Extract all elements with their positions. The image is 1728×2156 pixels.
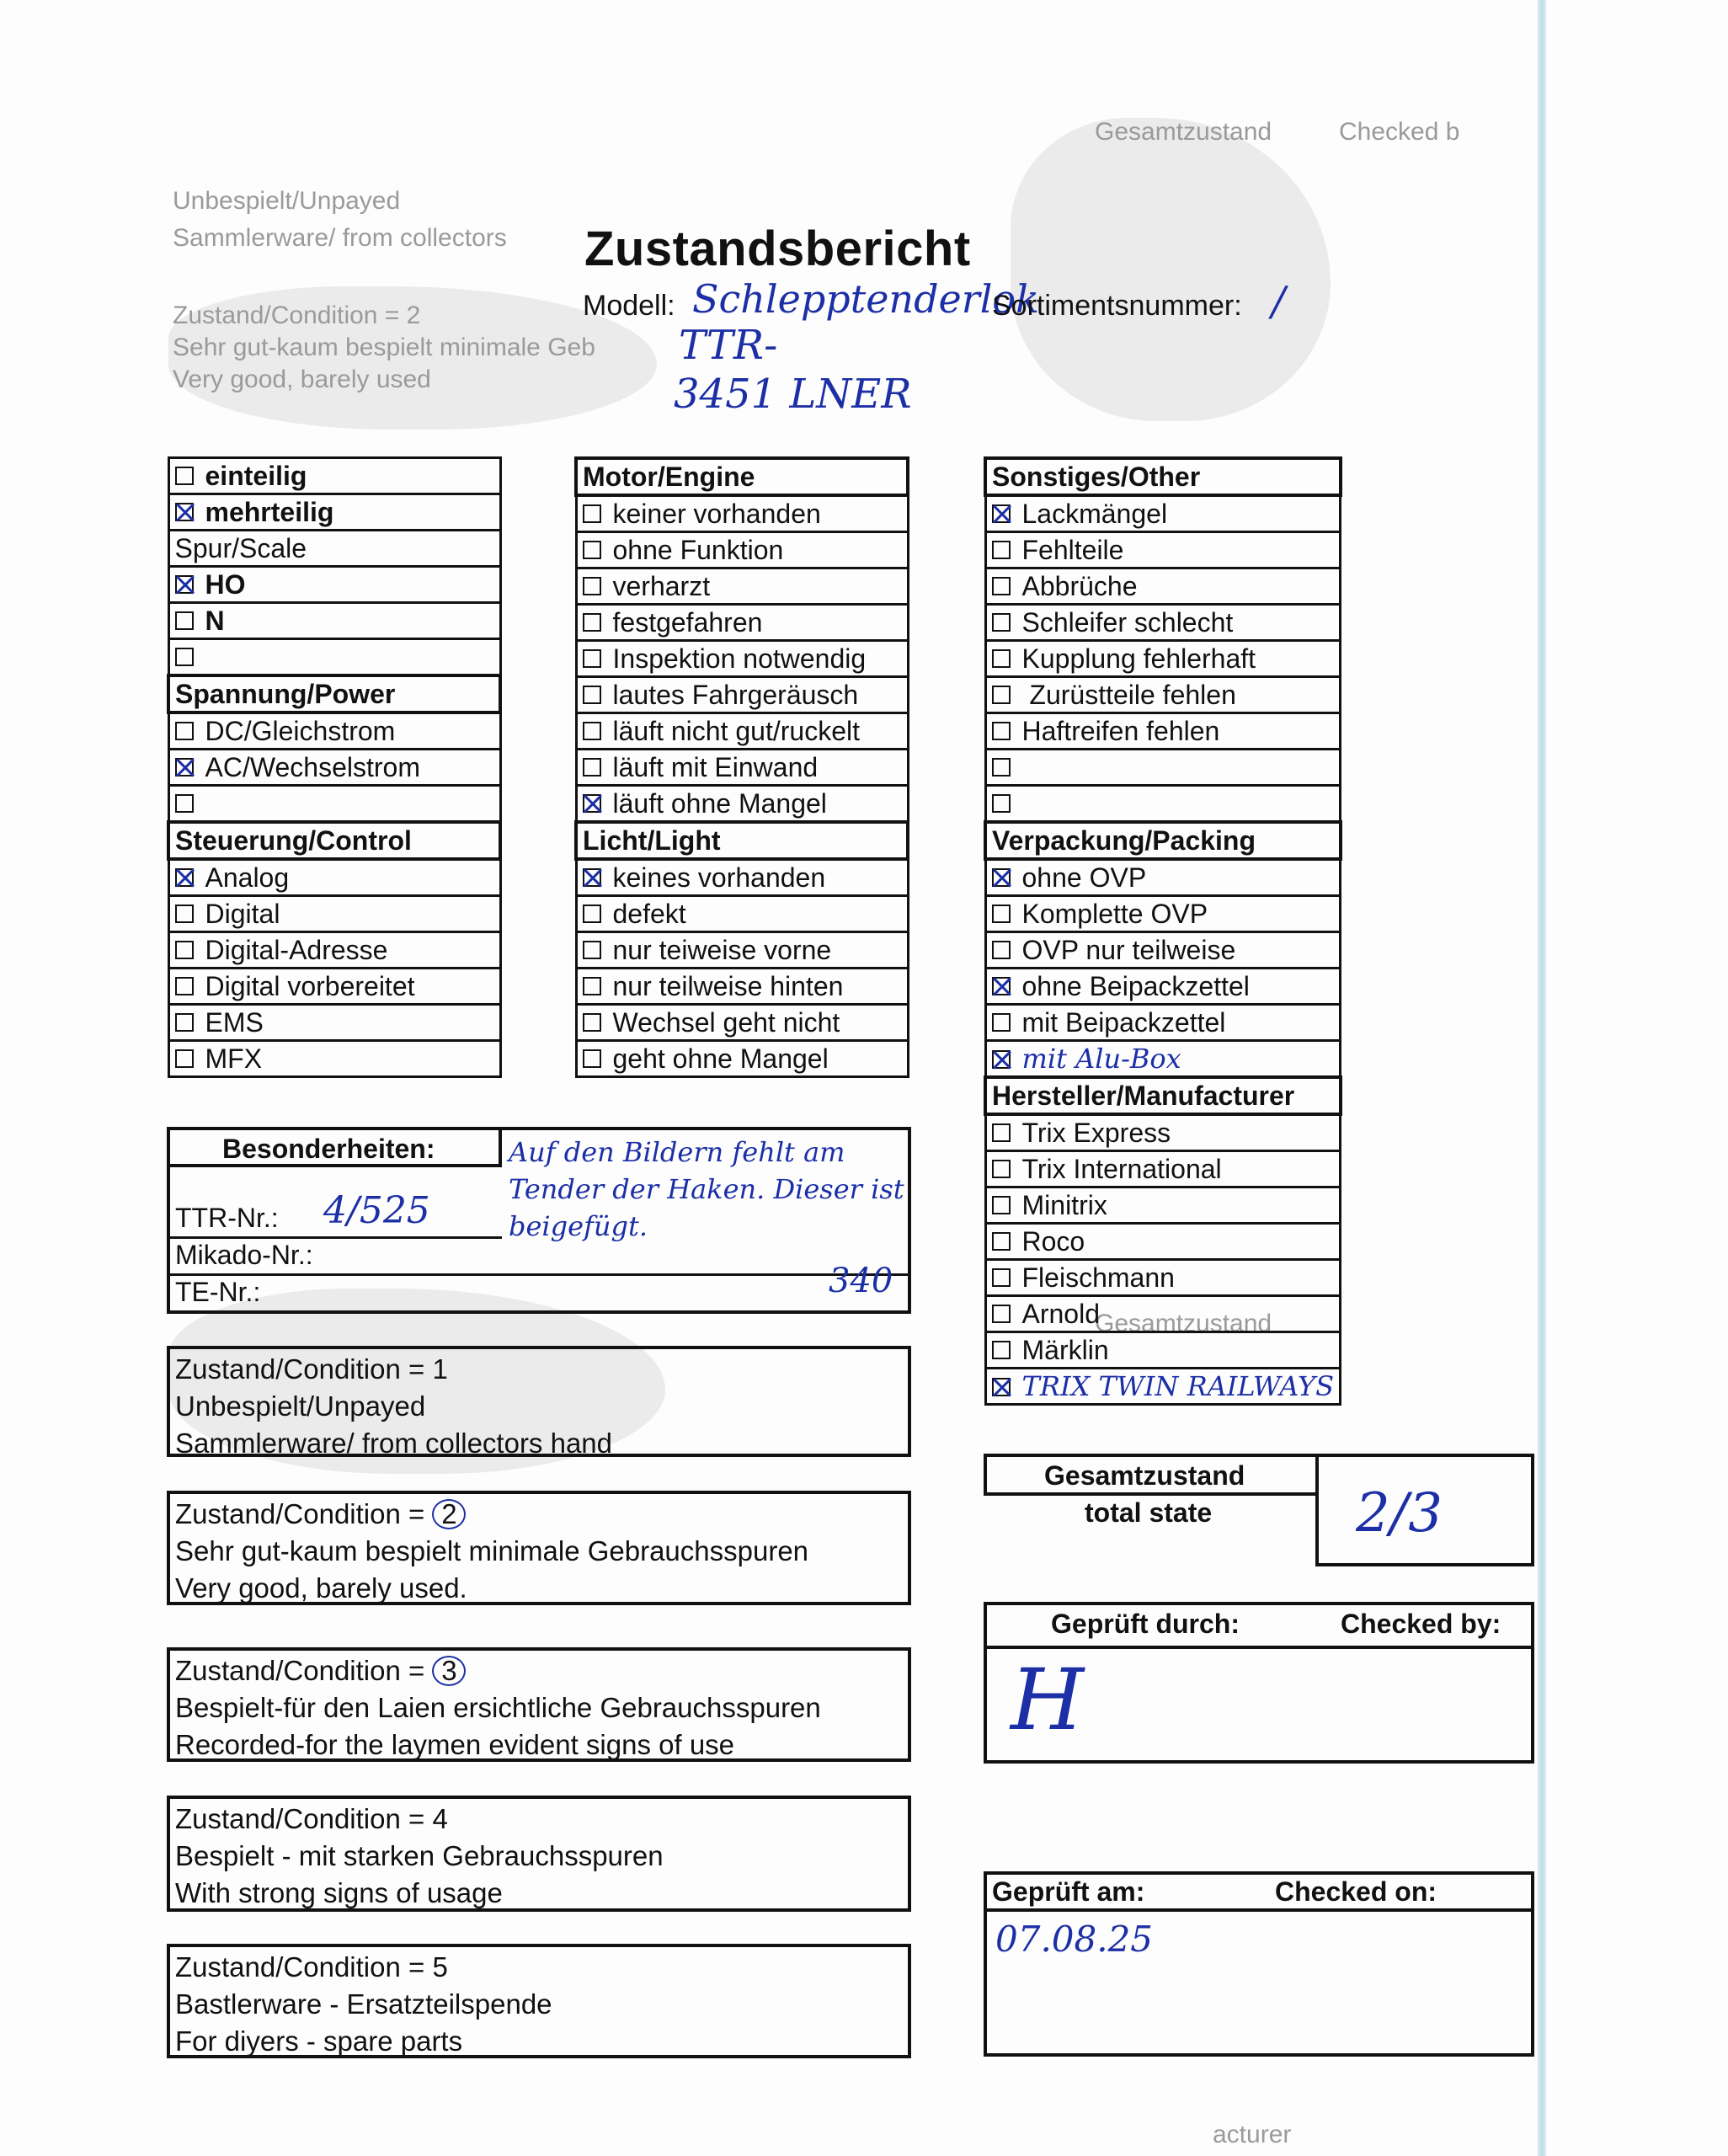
cb-schleifer[interactable]: Schleifer schlecht xyxy=(985,605,1341,641)
checked-by-label-de: Geprüft durch: xyxy=(1051,1609,1240,1639)
cb-abbrueche[interactable]: Abbrüche xyxy=(985,568,1341,605)
cb-laeuft-nicht-gut[interactable]: läuft nicht gut/ruckelt xyxy=(576,713,908,750)
modell-label: Modell: xyxy=(583,290,675,322)
condition-5-box[interactable] xyxy=(167,1944,911,2058)
cb-ohne-funktion[interactable]: ohne Funktion xyxy=(576,532,908,568)
condition-1-box[interactable] xyxy=(167,1346,911,1457)
checkbox-icon[interactable] xyxy=(992,1013,1011,1032)
condition-2-title: Zustand/Condition = 2 xyxy=(175,1496,903,1533)
checkbox-icon[interactable] xyxy=(175,611,194,630)
condition-2-box[interactable] xyxy=(167,1491,911,1605)
cb-teilweise-hinten[interactable]: nur teilweise hinten xyxy=(576,969,908,1005)
condition-3-box[interactable] xyxy=(167,1647,911,1762)
condition-3-line2: Bespielt-für den Laien ersichtliche Gebrauchsspuren xyxy=(175,1692,821,1723)
cb-digital[interactable]: Digital xyxy=(168,896,500,932)
checkbox-icon[interactable] xyxy=(992,577,1011,595)
cb-geht-ohne-mangel[interactable]: geht ohne Mangel xyxy=(576,1041,908,1077)
checkbox-checked-icon[interactable] xyxy=(583,794,601,813)
ghost-text: Sammlerware/ from collectors xyxy=(173,224,507,252)
checked-on-label-en: Checked on: xyxy=(1275,1876,1437,1907)
checkbox-checked-icon[interactable] xyxy=(175,503,194,521)
cb-laeuft-mit-einwand[interactable]: läuft mit Einwand xyxy=(576,750,908,786)
checkbox-icon[interactable] xyxy=(175,977,194,995)
cb-blank[interactable] xyxy=(985,786,1341,823)
cb-lautes-fahrgeraeusch[interactable]: lautes Fahrgeräusch xyxy=(576,677,908,713)
ghost-text: Unbespielt/Unpayed xyxy=(173,187,401,215)
cb-alu-box[interactable]: mit Alu-Box xyxy=(985,1041,1341,1078)
condition-1-title: Zustand/Condition = 1 xyxy=(175,1353,448,1385)
condition-1-line3: Sammlerware/ from collectors hand xyxy=(175,1428,613,1459)
cb-komplette-ovp[interactable]: Komplette OVP xyxy=(985,896,1341,932)
cb-teilweise-vorne[interactable]: nur teiweise vorne xyxy=(576,932,908,969)
cb-minitrix[interactable]: Minitrix xyxy=(985,1187,1341,1224)
cb-digital-vorbereitet[interactable]: Digital vorbereitet xyxy=(168,969,500,1005)
checked-on-label-de: Geprüft am: xyxy=(992,1876,1145,1907)
ttr-underline xyxy=(167,1236,502,1239)
section-spannung: Spannung/Power xyxy=(168,675,500,712)
cb-maerklin[interactable]: Märklin xyxy=(985,1332,1341,1369)
modell-value-line1: Schlepptenderlok xyxy=(692,276,1040,322)
condition-3-line3: Recorded-for the laymen evident signs of use xyxy=(175,1729,735,1760)
cb-lackmaengel[interactable]: Lackmängel xyxy=(985,495,1341,532)
gesamt-label-1: Gesamtzustand xyxy=(1044,1460,1245,1491)
checkbox-icon[interactable] xyxy=(992,1123,1011,1142)
checkbox-checked-icon[interactable] xyxy=(992,1378,1011,1396)
ttr-value: 4/525 xyxy=(323,1189,430,1232)
cb-verharzt[interactable]: verharzt xyxy=(576,568,908,605)
checkbox-checked-icon[interactable] xyxy=(992,1050,1011,1069)
document-title: Zustandsbericht xyxy=(584,221,971,276)
cb-fehlteile[interactable]: Fehlteile xyxy=(985,532,1341,568)
checkbox-icon[interactable] xyxy=(992,794,1011,813)
cb-trix-twin[interactable]: TRIX TWIN RAILWAYS xyxy=(985,1369,1341,1405)
ghost-text: Zustand/Condition = 2 xyxy=(173,302,421,329)
scan-edge-line xyxy=(1538,0,1546,2156)
condition-4-title: Zustand/Condition = 4 xyxy=(175,1803,448,1834)
checkbox-icon[interactable] xyxy=(992,613,1011,632)
te-value: 340 xyxy=(829,1262,893,1300)
cb-keines-vorhanden[interactable]: keines vorhanden xyxy=(576,859,908,896)
section-licht: Licht/Light xyxy=(576,822,908,859)
besonderheiten-title: Besonderheiten: xyxy=(222,1134,435,1164)
col2-table xyxy=(574,456,909,1078)
cb-digital-adresse[interactable]: Digital-Adresse xyxy=(168,932,500,969)
circled-number: 2 xyxy=(432,1499,466,1529)
cb-ac[interactable]: AC/Wechselstrom xyxy=(168,750,500,786)
checkbox-icon[interactable] xyxy=(992,1341,1011,1359)
cb-arnold[interactable]: Arnold xyxy=(985,1296,1341,1332)
ghost-text: Gesamtzustand xyxy=(1095,1310,1272,1337)
ghost-text: Sehr gut-kaum bespielt minimale Geb xyxy=(173,334,595,361)
checkbox-icon[interactable] xyxy=(992,722,1011,740)
checkbox-icon[interactable] xyxy=(583,1049,601,1068)
checkbox-icon[interactable] xyxy=(583,686,601,704)
checkbox-icon[interactable] xyxy=(175,794,194,813)
checked-on-date: 07.08.25 xyxy=(995,1919,1154,1960)
checked-by-label-en: Checked by: xyxy=(1341,1609,1501,1639)
section-sonstiges: Sonstiges/Other xyxy=(985,458,1341,495)
section-verpackung: Verpackung/Packing xyxy=(985,822,1341,859)
checkbox-icon[interactable] xyxy=(583,649,601,668)
checkbox-icon[interactable] xyxy=(175,648,194,666)
condition-5-line2: Bastlerware - Ersatzteilspende xyxy=(175,1988,552,2020)
cb-roco[interactable]: Roco xyxy=(985,1224,1341,1260)
cb-festgefahren[interactable]: festgefahren xyxy=(576,605,908,641)
checkbox-checked-icon[interactable] xyxy=(992,868,1011,887)
cb-ho[interactable]: HO xyxy=(168,567,500,603)
cb-ovp-teilweise[interactable]: OVP nur teilweise xyxy=(985,932,1341,969)
checkbox-checked-icon[interactable] xyxy=(992,504,1011,523)
condition-2-line2: Sehr gut-kaum bespielt minimale Gebrauchsspuren xyxy=(175,1535,809,1566)
checkbox-icon[interactable] xyxy=(583,504,601,523)
cb-defekt[interactable]: defekt xyxy=(576,896,908,932)
checkbox-icon[interactable] xyxy=(583,941,601,959)
checkbox-checked-icon[interactable] xyxy=(175,758,194,776)
checkbox-icon[interactable] xyxy=(583,905,601,923)
checkbox-checked-icon[interactable] xyxy=(583,868,601,887)
cb-analog[interactable]: Analog xyxy=(168,859,500,896)
checkbox-checked-icon[interactable] xyxy=(175,868,194,887)
condition-4-box[interactable] xyxy=(167,1796,911,1912)
checkbox-icon[interactable] xyxy=(175,941,194,959)
besonderheiten-note: Auf den Bildern fehlt am Tender der Haken. Dieser ist beigefügt. xyxy=(509,1136,904,1242)
checkbox-icon[interactable] xyxy=(992,1196,1011,1214)
condition-2-line3: Very good, barely used. xyxy=(175,1572,467,1604)
gesamt-label-2: total state xyxy=(1085,1497,1213,1528)
cb-trix-international[interactable]: Trix International xyxy=(985,1151,1341,1187)
cb-haftreifen[interactable]: Haftreifen fehlen xyxy=(985,713,1341,750)
bleed-through-right xyxy=(1011,118,1331,421)
cb-laeuft-ohne-mangel[interactable]: läuft ohne Mangel xyxy=(576,786,908,823)
sortiment-value: / xyxy=(1272,278,1286,325)
checkbox-icon[interactable] xyxy=(992,1268,1011,1287)
te-label: TE-Nr.: xyxy=(175,1277,261,1307)
checkbox-icon[interactable] xyxy=(175,1013,194,1032)
ghost-text: Checked b xyxy=(1339,118,1460,146)
modell-value-line2: TTR- xyxy=(679,322,778,369)
checked-on-divider xyxy=(984,1908,1534,1912)
cb-kupplung[interactable]: Kupplung fehlerhaft xyxy=(985,641,1341,677)
condition-4-line3: With strong signs of usage xyxy=(175,1877,503,1908)
condition-1-line2: Unbespielt/Unpayed xyxy=(175,1390,426,1422)
mikado-label: Mikado-Nr.: xyxy=(175,1240,313,1270)
ttr-label: TTR-Nr.: xyxy=(175,1203,279,1233)
checkbox-checked-icon[interactable] xyxy=(992,977,1011,995)
section-spur: Spur/Scale xyxy=(168,531,500,567)
cb-mit-beipackzettel[interactable]: mit Beipackzettel xyxy=(985,1005,1341,1041)
checkbox-icon[interactable] xyxy=(992,686,1011,704)
checkbox-icon[interactable] xyxy=(175,722,194,740)
cb-fleischmann[interactable]: Fleischmann xyxy=(985,1260,1341,1296)
col1-table xyxy=(167,456,502,1078)
cb-keiner-vorhanden[interactable]: keiner vorhanden xyxy=(576,495,908,532)
checkbox-icon[interactable] xyxy=(583,541,601,559)
condition-5-line3: For diyers - spare parts xyxy=(175,2025,463,2057)
condition-3-title: Zustand/Condition = 3 xyxy=(175,1652,903,1689)
cb-mehrteilig[interactable]: mehrteilig xyxy=(168,494,500,531)
cb-ohne-beipackzettel[interactable]: ohne Beipackzettel xyxy=(985,969,1341,1005)
checkbox-icon[interactable] xyxy=(992,905,1011,923)
checked-by-divider xyxy=(984,1646,1534,1649)
checkbox-icon[interactable] xyxy=(992,941,1011,959)
cb-blank[interactable] xyxy=(168,786,500,823)
checkbox-icon[interactable] xyxy=(583,613,601,632)
ghost-text: Very good, barely used xyxy=(173,366,431,393)
cb-n[interactable]: N xyxy=(168,603,500,639)
checkbox-icon[interactable] xyxy=(992,541,1011,559)
checkbox-icon[interactable] xyxy=(175,467,194,485)
checkbox-icon[interactable] xyxy=(583,1013,601,1032)
cb-dc[interactable]: DC/Gleichstrom xyxy=(168,712,500,750)
condition-4-line2: Bespielt - mit starken Gebrauchsspuren xyxy=(175,1840,664,1871)
section-steuerung: Steuerung/Control xyxy=(168,822,500,859)
checkbox-icon[interactable] xyxy=(583,722,601,740)
checkbox-icon[interactable] xyxy=(992,758,1011,776)
col3-table xyxy=(984,456,1342,1406)
ghost-text: acturer xyxy=(1213,2121,1292,2148)
cb-einteilig[interactable]: einteilig xyxy=(168,458,500,494)
cb-ems[interactable]: EMS xyxy=(168,1005,500,1041)
checkbox-icon[interactable] xyxy=(583,577,601,595)
checkbox-icon[interactable] xyxy=(583,977,601,995)
signature: H xyxy=(1011,1651,1085,1749)
sortiment-label: Sortimentsnummer: xyxy=(992,290,1242,322)
cb-blank[interactable] xyxy=(985,750,1341,786)
cb-inspektion[interactable]: Inspektion notwendig xyxy=(576,641,908,677)
modell-value-line3: 3451 LNER xyxy=(674,371,912,418)
mikado-underline xyxy=(167,1273,911,1276)
cb-mfx[interactable]: MFX xyxy=(168,1041,500,1077)
checkbox-icon[interactable] xyxy=(175,1049,194,1068)
checkbox-icon[interactable] xyxy=(992,1232,1011,1251)
cb-trix-express[interactable]: Trix Express xyxy=(985,1114,1341,1151)
cb-blank[interactable] xyxy=(168,639,500,676)
cb-ohne-ovp[interactable]: ohne OVP xyxy=(985,859,1341,896)
section-hersteller: Hersteller/Manufacturer xyxy=(985,1077,1341,1114)
checkbox-checked-icon[interactable] xyxy=(175,575,194,594)
ghost-text: Gesamtzustand xyxy=(1095,118,1272,146)
cb-zuruestteile[interactable]: Zurüstteile fehlen xyxy=(985,677,1341,713)
cb-wechsel-geht-nicht[interactable]: Wechsel geht nicht xyxy=(576,1005,908,1041)
condition-5-title: Zustand/Condition = 5 xyxy=(175,1951,448,1983)
checkbox-icon[interactable] xyxy=(992,1305,1011,1323)
checkbox-icon[interactable] xyxy=(992,1160,1011,1178)
checkbox-icon[interactable] xyxy=(583,758,601,776)
checkbox-icon[interactable] xyxy=(992,649,1011,668)
circled-number: 3 xyxy=(432,1656,466,1686)
section-motor: Motor/Engine xyxy=(576,458,908,495)
gesamt-value: 2/3 xyxy=(1356,1482,1443,1545)
checkbox-icon[interactable] xyxy=(175,905,194,923)
